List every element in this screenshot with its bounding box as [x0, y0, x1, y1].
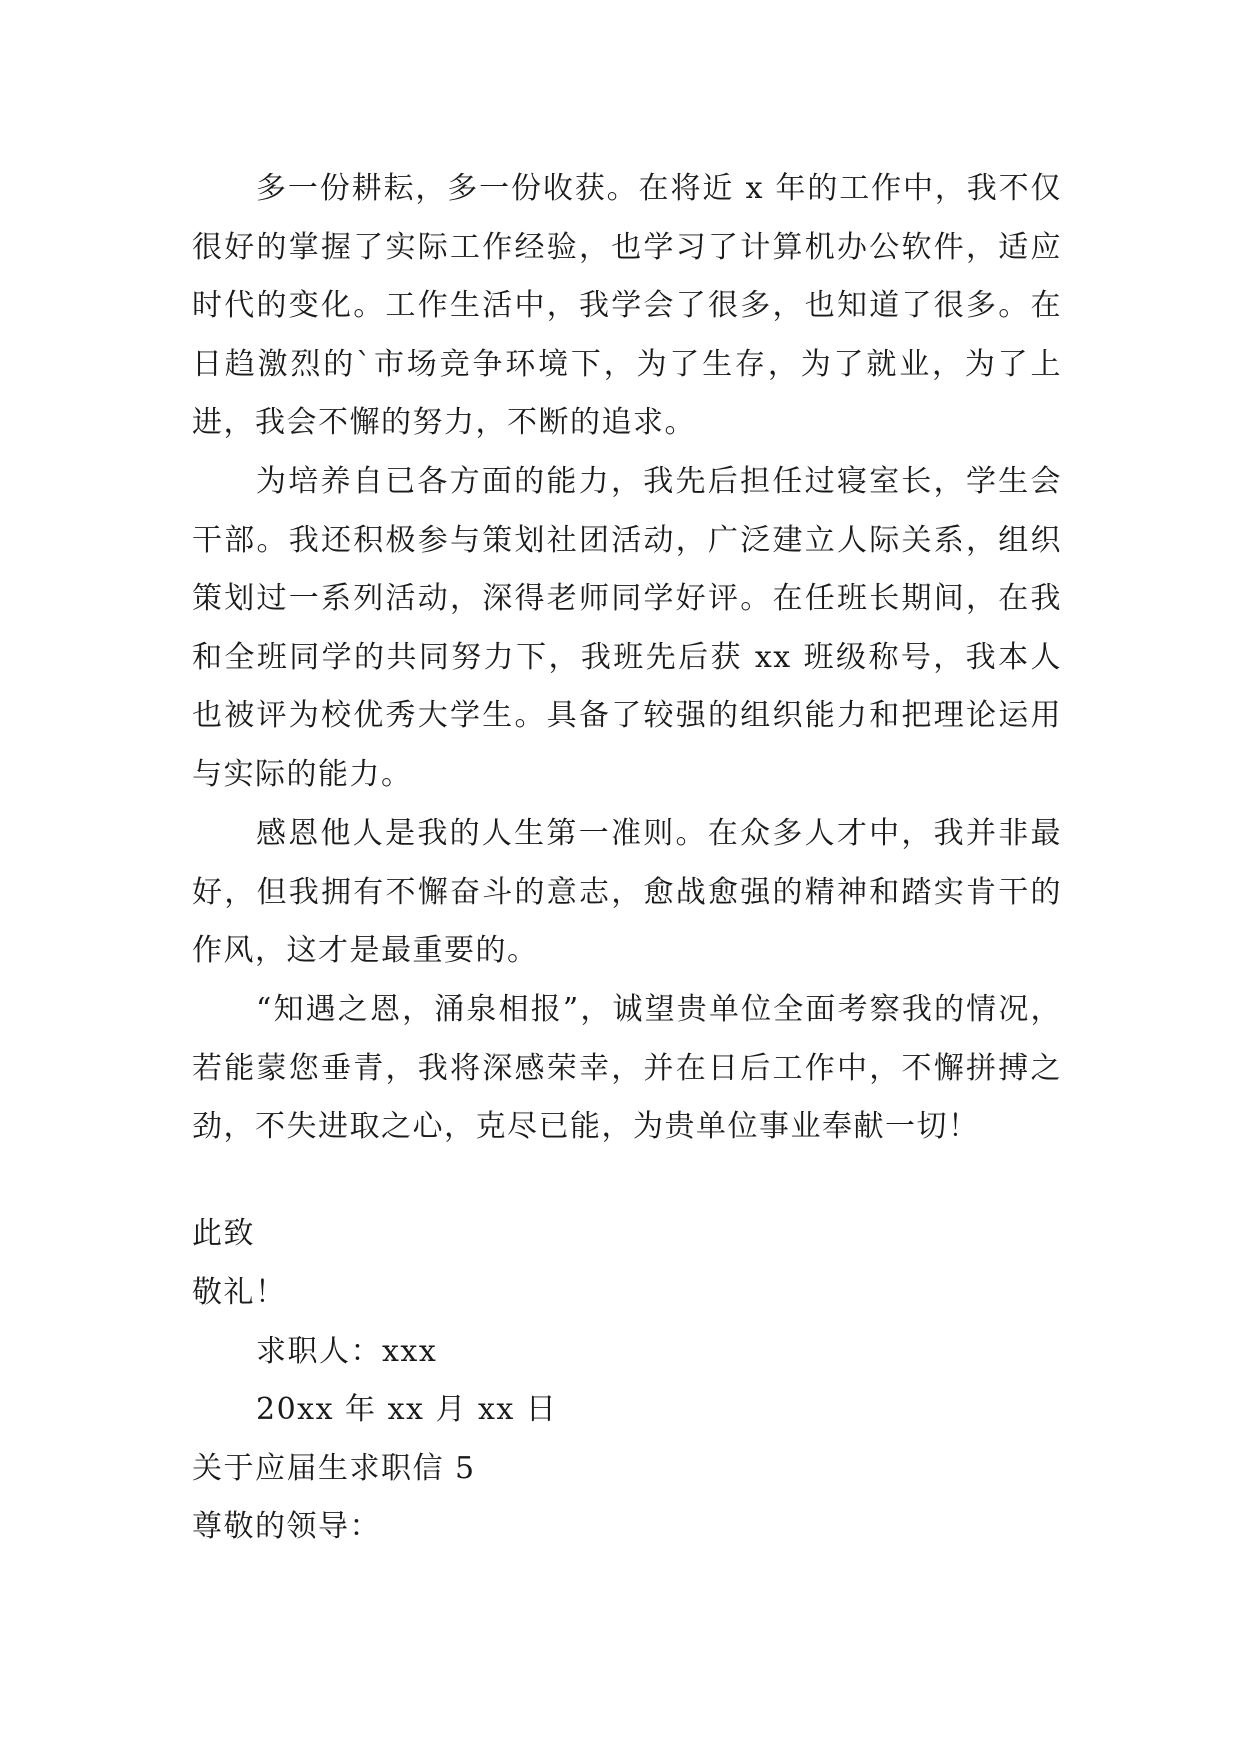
- salute-text: 敬礼！: [192, 1275, 287, 1310]
- next-letter-title: 关于应届生求职信 5: [192, 1451, 476, 1486]
- body-paragraph-4: “知遇之恩，涌泉相报”，诚望贵单位全面考察我的情况，若能蒙您垂青，我将深感荣幸，并在日后工作中，不懈拼搏之劲，不失进取之心，克尽已能，为贵单位事业奉献一切！: [192, 992, 1062, 1145]
- body-paragraph-2: 为培养自已各方面的能力，我先后担任过寝室长，学生会干部。我还积极参与策划社团活动，广泛建立人际关系，组织策划过一系列活动，深得老师同学好评。在任班长期间，在我和全班同学的共同努力下，我班先后获 xx 班级称号，我本人也被评为校优秀大学生。具备了较强的组织能力和把理论运用与实际的能力。: [192, 464, 1062, 792]
- letter-date: 20xx 年 xx 月 xx 日: [256, 1392, 558, 1427]
- body-paragraph-1: 多一份耕耘，多一份收获。在将近 x 年的工作中，我不仅很好的掌握了实际工作经验，也学习了计算机办公软件，适应时代的变化。工作生活中，我学会了很多，也知道了很多。在日趋激烈的`市场竞争环境下，为了生存，为了就业，为了上进，我会不懈的努力，不断的追求。: [192, 171, 1062, 441]
- body-paragraph-3: 感恩他人是我的人生第一准则。在众多人才中，我并非最好，但我拥有不懈奋斗的意志，愈战愈强的精神和踏实肯干的作风，这才是最重要的。: [192, 816, 1062, 969]
- closing-text: 此致: [192, 1216, 255, 1251]
- next-letter-greeting: 尊敬的领导：: [192, 1509, 381, 1544]
- applicant-signature: 求职人：xxx: [256, 1334, 438, 1369]
